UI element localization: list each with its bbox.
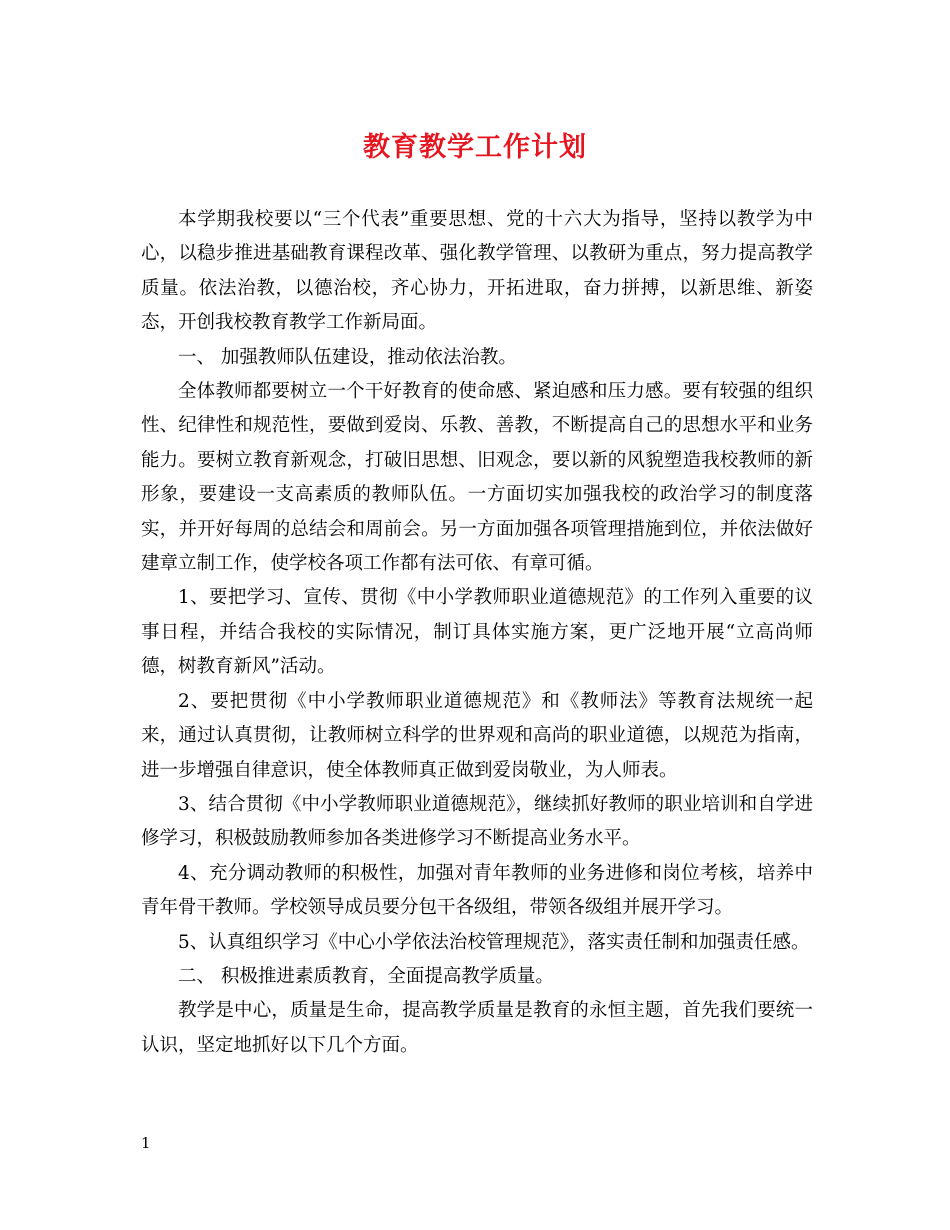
list-item-4: 4、充分调动教师的积极性，加强对青年教师的业务进修和岗位考核，培养中青年骨干教师。学校领导成员要分包干各级组，带领各级组并展开学习。 [141,862,813,919]
list-item-3: 3、结合贯彻《中小学教师职业道德规范》，继续抓好教师的职业培训和自学进修学习，积极鼓励教师参加各类进修学习不断提高业务水平。 [141,793,813,850]
paragraph-teaching: 教学是中心，质量是生命，提高教学质量是教育的永恒主题，首先我们要统一认识，坚定地抓好以下几个方面。 [141,1000,813,1056]
list-item-1: 1、要把学习、宣传、贯彻《中小学教师职业道德规范》的工作列入重要的议事日程，并结合我校的实际情况，制订具体实施方案，更广泛地开展“立高尚师德，树教育新风”活动。 [141,587,813,678]
list-item-5: 5、认真组织学习《中心小学依法治校管理规范》，落实责任制和加强责任感。 [178,931,810,953]
document-body [141,203,813,1063]
page-number: 1 [141,1134,151,1152]
list-item-2: 2、要把贯彻《中小学教师职业道德规范》和《教师法》等教育法规统一起来，通过认真贯彻，让教师树立科学的世界观和高尚的职业道德，以规范为指南，进一步增强自律意识，使全体教师真正做到爱岗敬业，为人师表。 [141,690,813,781]
section-heading-2: 二、 积极推进素质教育，全面提高教学质量。 [178,965,554,987]
paragraph-teachers: 全体教师都要树立一个干好教育的使命感、紧迫感和压力感。要有较强的组织性、纪律性和规范性，要做到爱岗、乐教、善教，不断提高自己的思想水平和业务能力。要树立教育新观念，打破旧思想、旧观念，要以新的风貌塑造我校教师的新形象，要建设一支高素质的教师队伍。一方面切实加强我校的政治学习的制度落实，并开好每周的总结会和周前会。另一方面加强各项管理措施到位，并依法做好建章立制工作，使学校各项工作都有法可依、有章可循。 [141,381,813,575]
document-title: 教育教学工作计划 [363,132,587,163]
paragraph-intro: 本学期我校要以“三个代表”重要思想、党的十六大为指导，坚持以教学为中心，以稳步推进基础教育课程改革、强化教学管理、以教研为重点，努力提高教学质量。依法治教，以德治校，齐心协力，开拓进取，奋力拼搏，以新思维、新姿态，开创我校教育教学工作新局面。 [141,209,813,334]
section-heading-1: 一、 加强教师队伍建设，推动依法治教。 [178,346,517,368]
